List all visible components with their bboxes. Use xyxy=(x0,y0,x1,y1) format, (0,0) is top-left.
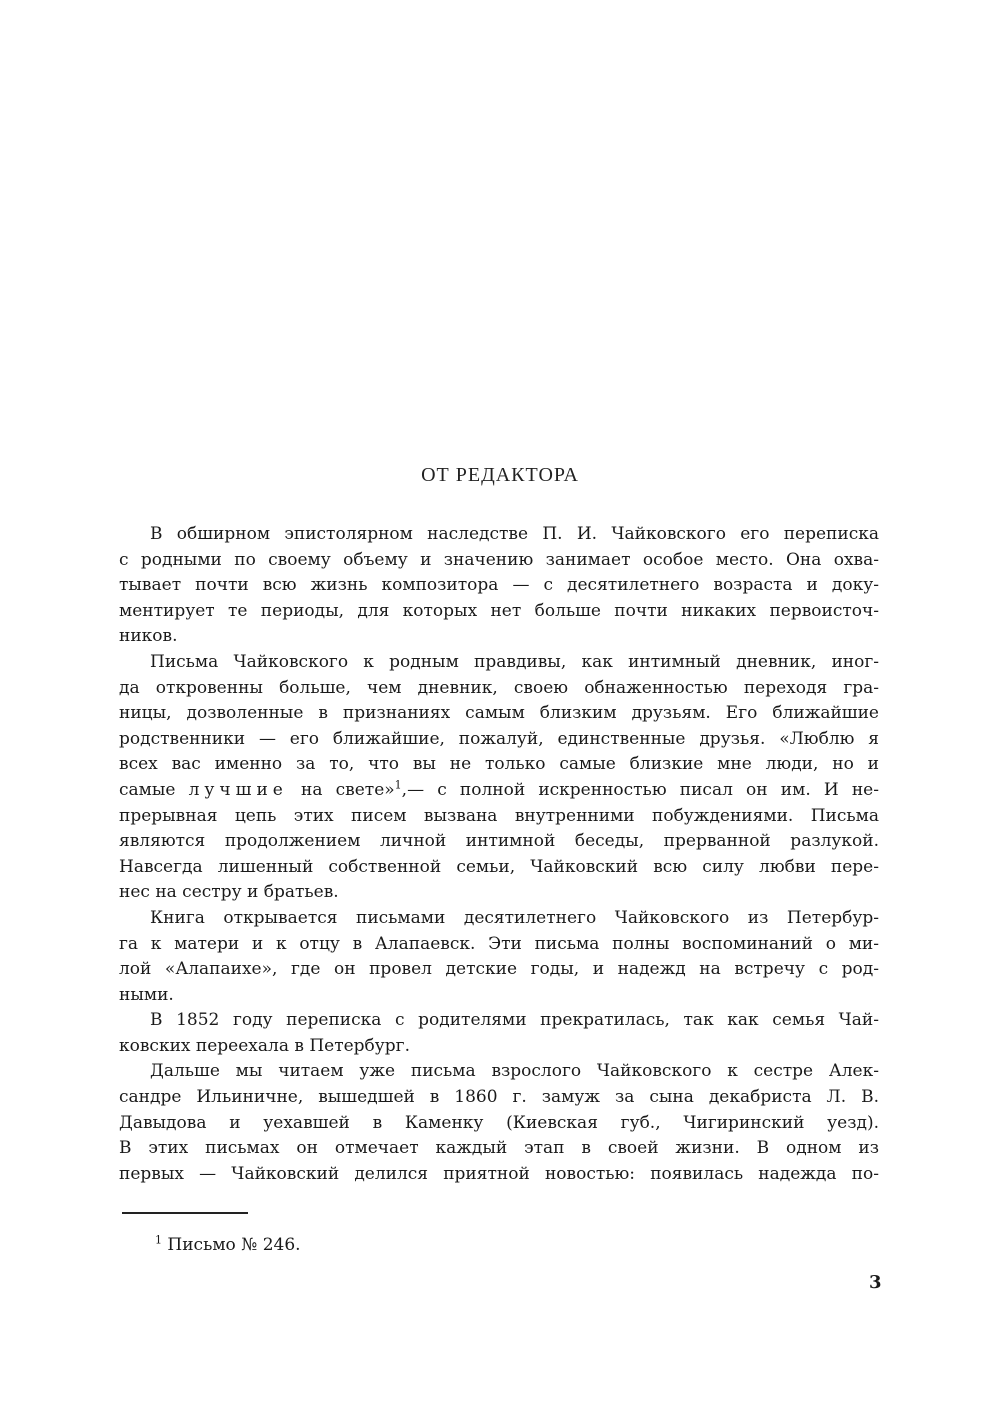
emphasized-word: лучшие xyxy=(188,779,288,800)
text-line: тывает почти всю жизнь композитора — с десятилетнего возраста и доку- xyxy=(119,575,879,596)
text-line: всех вас именно за то, что вы не только самые близкие мне люди, но и xyxy=(119,754,879,775)
text-line: ницы, дозволенные в признаниях самым близким друзьям. Его ближайшие xyxy=(119,703,879,724)
text-line: Дальше мы читаем уже письма взрослого Чайковского к сестре Алек- xyxy=(150,1061,879,1082)
text-line: ментирует те периоды, для которых нет больше почти никаких первоисточ- xyxy=(119,600,879,621)
page-title: ОТ РЕДАКТОРА xyxy=(421,464,579,486)
text-line: ковских переехала в Петербург. xyxy=(119,1035,410,1056)
text-line: первых — Чайковский делился приятной новостью: появилась надежда по- xyxy=(119,1163,879,1184)
text-line: родственники — его ближайшие, пожалуй, единственные друзья. «Люблю я xyxy=(119,728,879,749)
text-line: В этих письмах он отмечает каждый этап в своей жизни. В одном из xyxy=(119,1138,879,1159)
text-line: Навсегда лишенный собственной семьи, Чайковский всю силу любви пере- xyxy=(119,856,879,877)
body-text xyxy=(119,522,879,1187)
text-line-with-footnote-ref xyxy=(119,778,879,804)
text-line: га к матери и к отцу в Алапаевск. Эти письма полны воспоминаний о ми- xyxy=(119,933,879,954)
page-number: 3 xyxy=(869,1272,882,1293)
text-line: являются продолжением личной интимной беседы, прерванной разлукой. xyxy=(119,831,879,852)
text-line: В 1852 году переписка с родителями прекратилась, так как семья Чай- xyxy=(150,1010,879,1031)
text-line: с родными по своему объему и значению занимает особое место. Она охва- xyxy=(119,549,879,570)
footnote-marker: 1 xyxy=(155,1233,162,1247)
footnote-reference: 1 xyxy=(394,778,402,792)
text-segment: ,— с полной искренностью писал он им. И не- xyxy=(401,779,879,800)
footnote xyxy=(155,1234,301,1256)
text-line: да откровенны больше, чем дневник, своею обнаженностью переходя гра- xyxy=(119,677,879,698)
text-line: лой «Алапаихе», где он провел детские годы, и надежд на встречу с род- xyxy=(119,959,879,980)
text-line: прерывная цепь этих писем вызвана внутренними побуждениями. Письма xyxy=(119,805,879,826)
text-line: В обширном эпистолярном наследстве П. И. Чайковского его переписка xyxy=(150,524,879,544)
text-line: нес на сестру и братьев. xyxy=(119,882,339,903)
text-line: ников. xyxy=(119,626,178,647)
text-line: Книга открывается письмами десятилетнего Чайковского из Петербур- xyxy=(150,907,879,928)
footnote-divider xyxy=(122,1212,248,1214)
text-line: Давыдова и уехавшей в Каменку (Киевская губ., Чигиринский уезд). xyxy=(119,1112,879,1133)
text-segment: самые xyxy=(119,779,189,800)
text-line: ными. xyxy=(119,984,174,1005)
footnote-text: Письмо № 246. xyxy=(162,1235,301,1255)
text-line: сандре Ильиничне, вышедшей в 1860 г. замуж за сына декабриста Л. В. xyxy=(119,1087,879,1108)
text-segment: на свете» xyxy=(287,779,395,800)
text-line: Письма Чайковского к родным правдивы, как интимный дневник, иног- xyxy=(150,651,879,672)
